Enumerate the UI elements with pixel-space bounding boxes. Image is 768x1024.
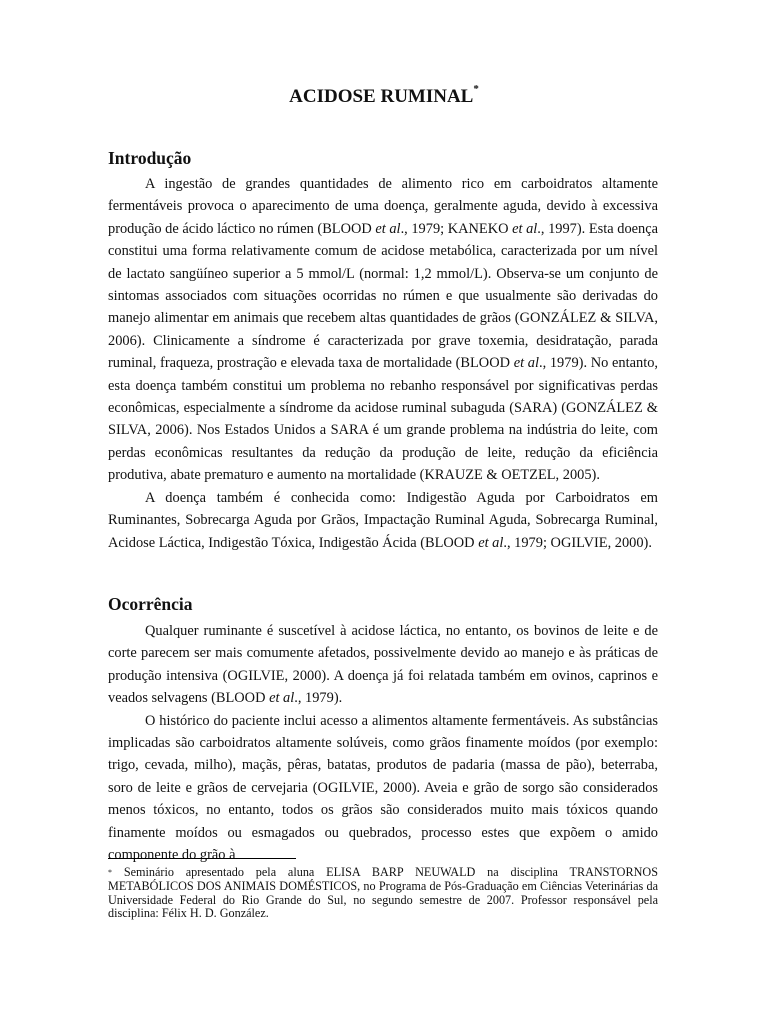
section-body-introducao — [108, 173, 658, 554]
paragraph: O histórico do paciente inclui acesso a alimentos altamente fermentáveis. As substâncias implicadas são carboidratos altamente solúveis, como grãos finamente moídos (por exemplo: trigo, cevada, milho), maçãs, pêras, batatas, produtos de padaria (massa de pão), beterraba, soro de leite e grãos de cervejaria (OGILVIE, 2000). Aveia e grão de sorgo são considerados menos tóxicos, no entanto, todos os grãos são considerados muito mais tóxicos quando finamente moídos ou esmagados ou quebrados, processo estes que expõem o amido componente do grão à — [108, 712, 658, 864]
footnote-text: Seminário apresentado pela aluna ELISA BARP NEUWALD na disciplina TRANSTORNOS METABÓLICOS DOS ANIMAIS DOMÉSTICOS, no Programa de Pós-Graduação em Ciências Veterinárias da Universidade Federal do Rio Grande do Sul, no segundo semestre de 2007. Professor responsável pela disciplina: Félix H. D. González. — [108, 865, 658, 921]
section-body-ocorrencia — [108, 620, 658, 866]
section-heading-ocorrencia: Ocorrência — [108, 594, 193, 614]
paragraph: A ingestão de grandes quantidades de alimento rico em carboidratos altamente fermentáveis provoca o aparecimento de uma doença, geralmente aguda, devido à excessiva produção de ácido láctico no rúmen (BLOOD et al., 1979; KANEKO et al., 1997). Esta doença constitui uma forma relativamente comum de acidose metabólica, caracterizada por um nível de lactato sangüíneo superior a 5 mmol/L (normal: 1,2 mmol/L). Observa-se um conjunto de sintomas associados com situações ocorridas no rúmen e que usualmente são derivadas do manejo alimentar em animais que recebem altas quantidades de grãos (GONZÁLEZ & SILVA, 2006). Clinicamente a síndrome é caracterizada por grave toxemia, desidratação, parada ruminal, fraqueza, prostração e elevada taxa de mortalidade (BLOOD et al., 1979). No entanto, esta doença também constitui um problema no rebanho responsável por significativas perdas econômicas, especialmente a síndrome da acidose ruminal subaguda (SARA) (GONZÁLEZ & SILVA, 2006). Nos Estados Unidos a SARA é um grande problema na indústria do leite, com perdas econômicas resultantes da redução da produção de leite, redução da eficiência produtiva, abate prematuro e aumento na mortalidade (KRAUZE & OETZEL, 2005). — [108, 176, 658, 484]
footnote-mark: * — [108, 868, 112, 877]
paragraph: A doença também é conhecida como: Indigestão Aguda por Carboidratos em Ruminantes, Sobrecarga Aguda por Grãos, Impactação Ruminal Aguda, Sobrecarga Ruminal, Acidose Láctica, Indigestão Tóxica, Indigestão Ácida (BLOOD et al., 1979; OGILVIE, 2000). — [108, 489, 658, 551]
paragraph: Qualquer ruminante é suscetível à acidose láctica, no entanto, os bovinos de leite e de corte parecem ser mais comumente afetados, possivelmente devido ao manejo e às práticas de produção intensiva (OGILVIE, 2000). A doença já foi relatada também em ovinos, caprinos e veados selvagens (BLOOD et al., 1979). — [108, 623, 658, 707]
footnote-divider — [108, 858, 296, 859]
section-heading-introducao: Introdução — [108, 148, 192, 168]
title-text: ACIDOSE RUMINAL — [289, 86, 474, 107]
title-footnote-mark: * — [473, 83, 479, 95]
document-title — [0, 83, 768, 108]
footnote — [108, 866, 658, 921]
